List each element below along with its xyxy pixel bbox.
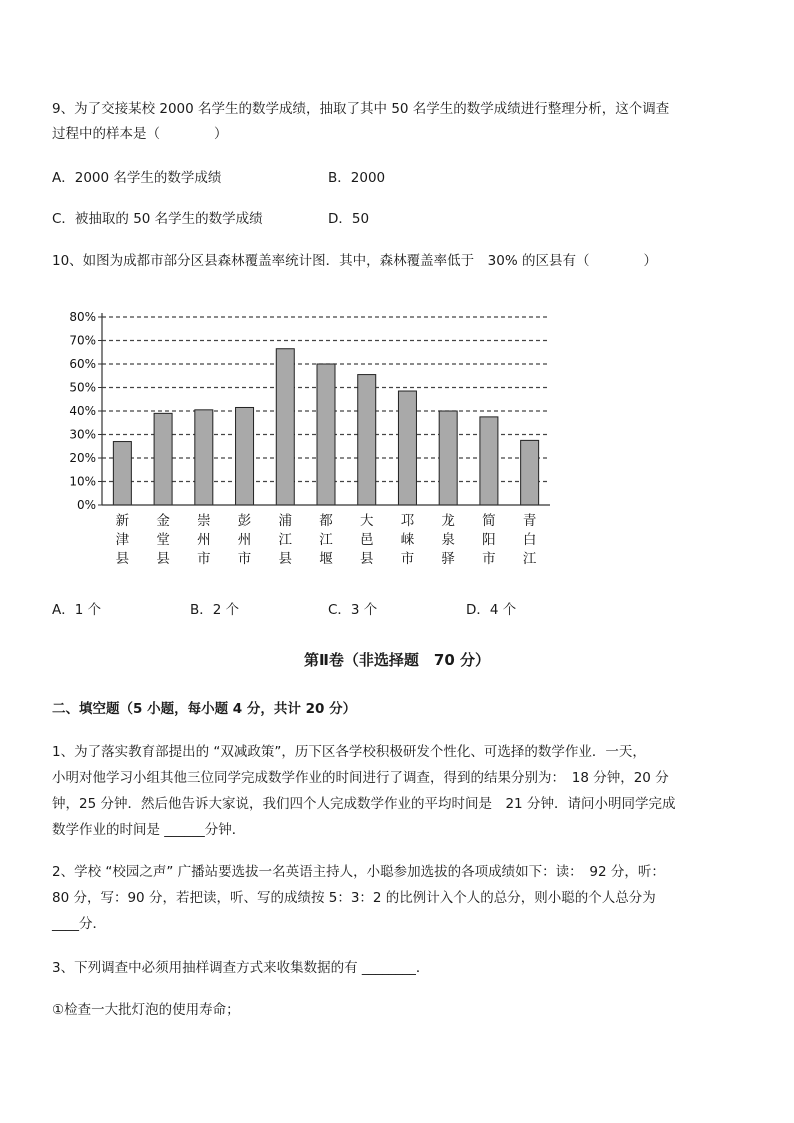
y-tick-label: 70%	[69, 333, 96, 348]
bar-邛崃市	[398, 391, 416, 505]
y-tick-label: 80%	[69, 310, 96, 324]
bar-新津县	[113, 442, 131, 505]
category-label-金堂县: 金堂县	[156, 513, 170, 567]
bar-简阳市	[480, 417, 498, 505]
fill2-line2: 80 分，写：90 分，若把读，听、写的成绩按 5：3：2 的比例计入个人的总分，则小聪的个人总分为	[52, 890, 656, 906]
category-label-青白江: 青白江	[522, 513, 537, 567]
bar-龙泉驿	[439, 411, 457, 505]
part2-title: 第Ⅱ卷（非选择题 70 分）	[304, 651, 490, 669]
y-tick-label: 50%	[69, 380, 96, 395]
bar-浦江县	[276, 349, 294, 505]
y-tick-label: 30%	[69, 427, 96, 442]
q10-option-b: B．2 个	[190, 602, 240, 618]
category-label-崇州市: 崇州市	[197, 513, 211, 567]
y-tick-label: 20%	[69, 451, 96, 465]
q10-option-c: C．3 个	[328, 602, 378, 618]
category-label-都江堰: 都江堰	[319, 513, 333, 567]
fill2-line1: 2、学校 “校园之声” 广播站要选拔一名英语主持人，小聪参加选拔的各项成绩如下：读： 92 分，听：	[52, 864, 665, 880]
q9-option-d: D．50	[328, 211, 370, 227]
bar-金堂县	[154, 413, 172, 505]
q9-option-b: B．2000	[328, 170, 386, 186]
forest-coverage-bar-chart	[58, 305, 558, 570]
q10-option-d: D．4 个	[466, 602, 517, 618]
fill1-line2: 小明对他学习小组其他三位同学完成数学作业的时间进行了调查，得到的结果分别为： 18 分钟，20 分	[52, 770, 669, 786]
q9-stem-line1: 9、为了交接某校 2000 名学生的数学成绩，抽取了其中 50 名学生的数学成绩进行整理分析，这个调查	[52, 101, 670, 117]
fill3-line1: 3、下列调查中必须用抽样调查方式来收集数据的有 ________．	[52, 960, 430, 976]
y-tick-label: 0%	[76, 498, 96, 512]
fill1-line3: 钟，25 分钟．然后他告诉大家说，我们四个人完成数学作业的平均时间是 21 分钟．请问小明同学完成	[52, 796, 676, 812]
y-tick-label: 60%	[69, 357, 96, 371]
fill2-line3: ____分．	[52, 916, 106, 932]
category-label-大邑县: 大邑县	[359, 513, 374, 567]
category-label-新津县: 新津县	[115, 513, 130, 567]
category-label-浦江县: 浦江县	[278, 513, 293, 567]
fill1-line1: 1、为了落实教育部提出的 “双减政策”，历下区各学校积极研发个性化、可选择的数学作业．一天，	[52, 744, 646, 760]
fill1-line4: 数学作业的时间是 ______分钟．	[52, 822, 246, 838]
q9-option-c: C．被抽取的 50 名学生的数学成绩	[52, 211, 263, 227]
y-tick-label: 40%	[69, 404, 96, 418]
bar-崇州市	[195, 410, 213, 505]
q9-stem-line2: 过程中的样本是（ ）	[52, 126, 228, 142]
bar-都江堰	[317, 364, 335, 505]
category-label-邛崃市: 邛崃市	[400, 513, 415, 567]
category-label-简阳市: 简阳市	[482, 513, 496, 567]
y-tick-label: 10%	[69, 474, 96, 489]
q10-stem: 10、如图为成都市部分区县森林覆盖率统计图．其中，森林覆盖率低于 30% 的区县有（ ）	[52, 253, 657, 269]
fill3-item1: ①检查一大批灯泡的使用寿命；	[52, 1002, 240, 1018]
bar-青白江	[521, 440, 539, 505]
category-label-龙泉驿: 龙泉驿	[441, 513, 455, 567]
q9-option-a: A．2000 名学生的数学成绩	[52, 170, 222, 186]
category-label-彭州市: 彭州市	[237, 513, 252, 567]
bar-大邑县	[358, 375, 376, 505]
bar-彭州市	[236, 407, 254, 505]
q10-option-a: A．1 个	[52, 602, 102, 618]
fill-section-heading: 二、填空题（5 小题，每小题 4 分，共计 20 分）	[52, 701, 357, 717]
